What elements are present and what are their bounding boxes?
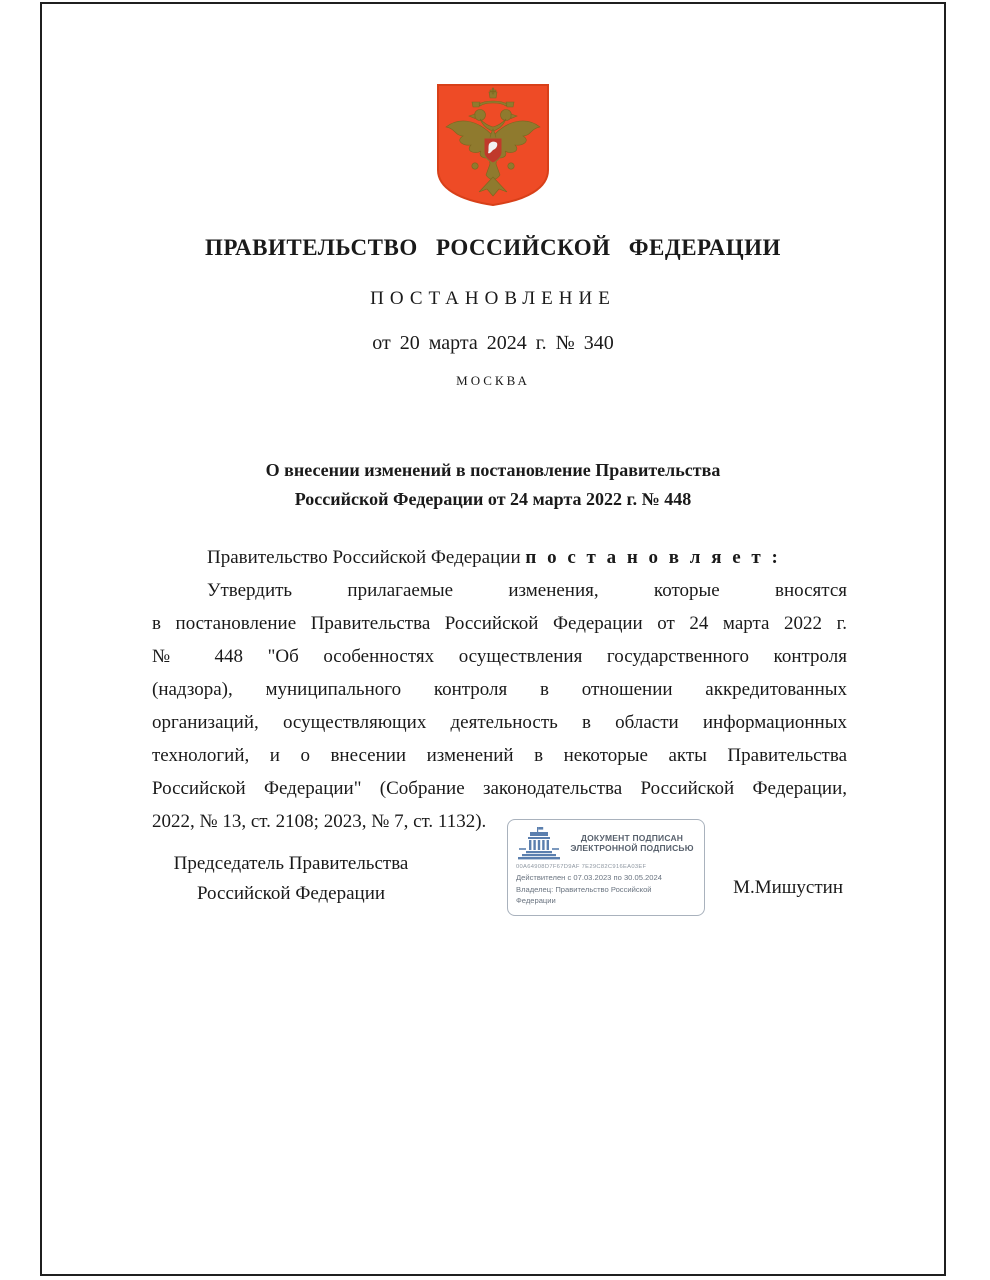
document-body xyxy=(152,541,847,838)
government-name-heading: ПРАВИТЕЛЬСТВО РОССИЙСКОЙ ФЕДЕРАЦИИ xyxy=(205,235,781,260)
body-line: технологий, и о внесении изменений в некоторые акты Правительства xyxy=(152,745,847,766)
body-paragraph-1 xyxy=(152,541,847,574)
body-line: Утвердить прилагаемые изменения, которые вносятся xyxy=(207,580,847,601)
stamp-heading-line1: ДОКУМЕНТ ПОДПИСАН xyxy=(580,832,684,843)
document-title xyxy=(42,456,944,514)
document-title-line2: Российской Федерации от 24 марта 2022 г. № 448 xyxy=(294,489,692,509)
signatory-post-line1: Председатель Правительства xyxy=(173,853,409,874)
signatory-post-line2: Российской Федерации xyxy=(196,883,386,904)
city-label: МОСКВА xyxy=(456,373,530,388)
body-line: 2022, № 13, ст. 2108; 2023, № 7, ст. 1132). xyxy=(152,811,487,832)
stamp-heading xyxy=(568,833,696,854)
body-line: (надзора), муниципального контроля в отношении аккредитованных xyxy=(152,679,847,700)
body-paragraph-1-resolution-word: п о с т а н о в л я е т : xyxy=(525,547,781,568)
body-paragraph-1-text: Правительство Российской Федерации xyxy=(207,547,526,568)
document-page xyxy=(40,2,946,1276)
government-building-icon xyxy=(516,826,562,860)
stamp-validity: Действителен с 07.03.2023 по 30.05.2024 xyxy=(516,873,662,882)
document-title-line1: О внесении изменений в постановление Правительства xyxy=(265,460,721,480)
stamp-heading-line2: ЭЛЕКТРОННОЙ ПОДПИСЬЮ xyxy=(570,843,694,853)
digital-signature-stamp xyxy=(507,819,705,916)
document-date-number: от 20 марта 2024 г. № 340 xyxy=(372,332,614,354)
document-type-heading: ПОСТАНОВЛЕНИЕ xyxy=(370,288,616,309)
signatory-name: М.Мишустин xyxy=(733,877,843,898)
signatory-post xyxy=(157,849,425,909)
body-line: № 448 "Об особенностях осуществления государственного контроля xyxy=(152,646,847,667)
stamp-owner-line2: Федерации xyxy=(516,896,556,905)
russia-coat-of-arms-icon xyxy=(435,82,551,208)
body-line: организаций, осуществляющих деятельность в области информационных xyxy=(152,712,847,733)
stamp-owner-line1: Владелец: Правительство Российской xyxy=(516,884,652,894)
body-line: Российской Федерации" (Собрание законодательства Российской Федерации, xyxy=(152,778,847,799)
stamp-certificate-number: 00A64908D7F67D9AF 7E29C82C916EA03EF xyxy=(516,864,647,870)
body-line: в постановление Правительства Российской Федерации от 24 марта 2022 г. xyxy=(152,613,847,634)
